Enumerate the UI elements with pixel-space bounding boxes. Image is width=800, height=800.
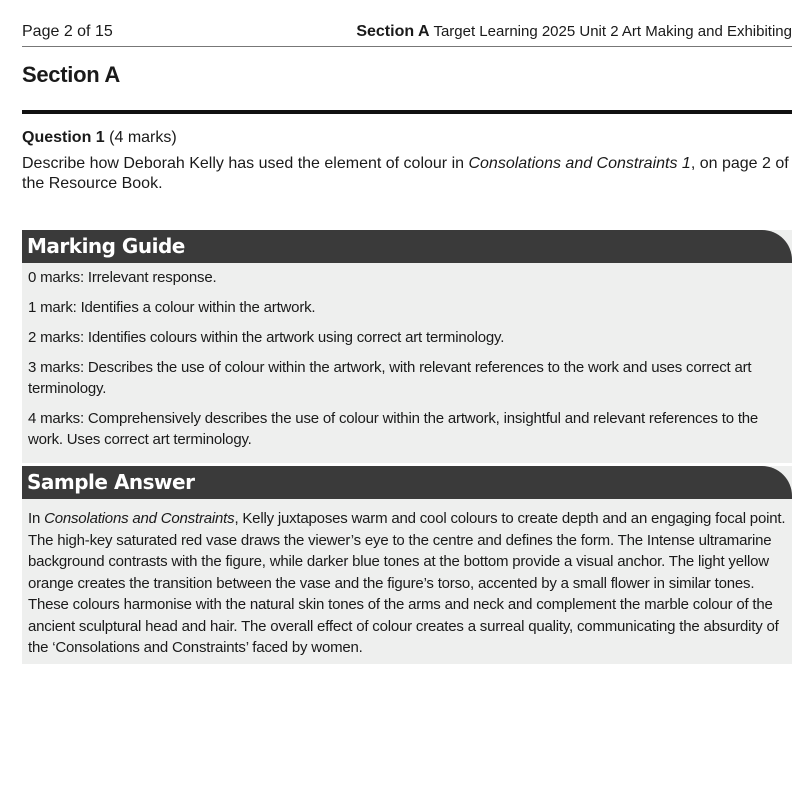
marking-guide-box [22,230,792,463]
marking-guide-item: 1 mark: Identifies a colour within the artwork. [28,299,316,316]
header-section-label: Section A [356,23,430,40]
marking-guide-list [22,263,792,450]
sample-answer-body: , Kelly juxtaposes warm and cool colours to create depth and an engaging focal point. The high-key saturated red vase draws the viewer’s eye to the centre and defines the form. The Intense ultramarine background contrasts with the figure, while darker blue tones at the bottom provide a visual anchor. The light yellow orange creates the transition between the vase and the figure’s torso, accented by a small flower in similar tones. These colours harmonise with the natural skin tones of the arms and neck and complement the marble colour of the ancient sculptural head and hair. The overall effect of colour creates a surreal quality, communicating the absurdity of the ‘Consolations and Constraints’ faced by women. [28,510,786,656]
question-label: Question 1 [22,129,105,146]
marking-guide-item: 3 marks: Describes the use of colour within the artwork, with relevant references to the work and uses correct art terminology. [28,359,752,397]
question-block [22,128,792,194]
question-text [22,154,792,194]
sample-answer-lead: In [28,510,45,527]
question-artwork-title: Consolations and Constraints 1 [468,155,691,172]
document-page [22,0,792,656]
marking-guide-item: 4 marks: Comprehensively describes the use of colour within the artwork, insightful and relevant references to the work. Uses correct art terminology. [28,410,759,448]
sample-answer-box [22,466,792,664]
sample-answer-text [22,499,792,659]
question-text-after: , on page 2 of the Resource Book. [22,155,789,192]
section-title: Section A [22,62,120,87]
marking-guide-item: 2 marks: Identifies colours within the artwork using correct art terminology. [28,329,505,346]
page-header [22,0,792,47]
question-text-before: Describe how Deborah Kelly has used the element of colour in [22,155,469,172]
question-heading [22,128,792,148]
sample-answer-artwork-title: Consolations and Constraints [44,510,235,527]
page-number: Page 2 of 15 [22,23,113,40]
header-title [356,23,792,41]
section-divider [22,110,792,114]
header-course-title: Target Learning 2025 Unit 2 Art Making and Exhibiting [433,23,792,40]
question-marks: (4 marks) [109,129,177,146]
marking-guide-item: 0 marks: Irrelevant response. [28,269,217,286]
marking-guide-heading: Marking Guide [22,230,792,263]
sample-answer-heading: Sample Answer [22,466,792,499]
